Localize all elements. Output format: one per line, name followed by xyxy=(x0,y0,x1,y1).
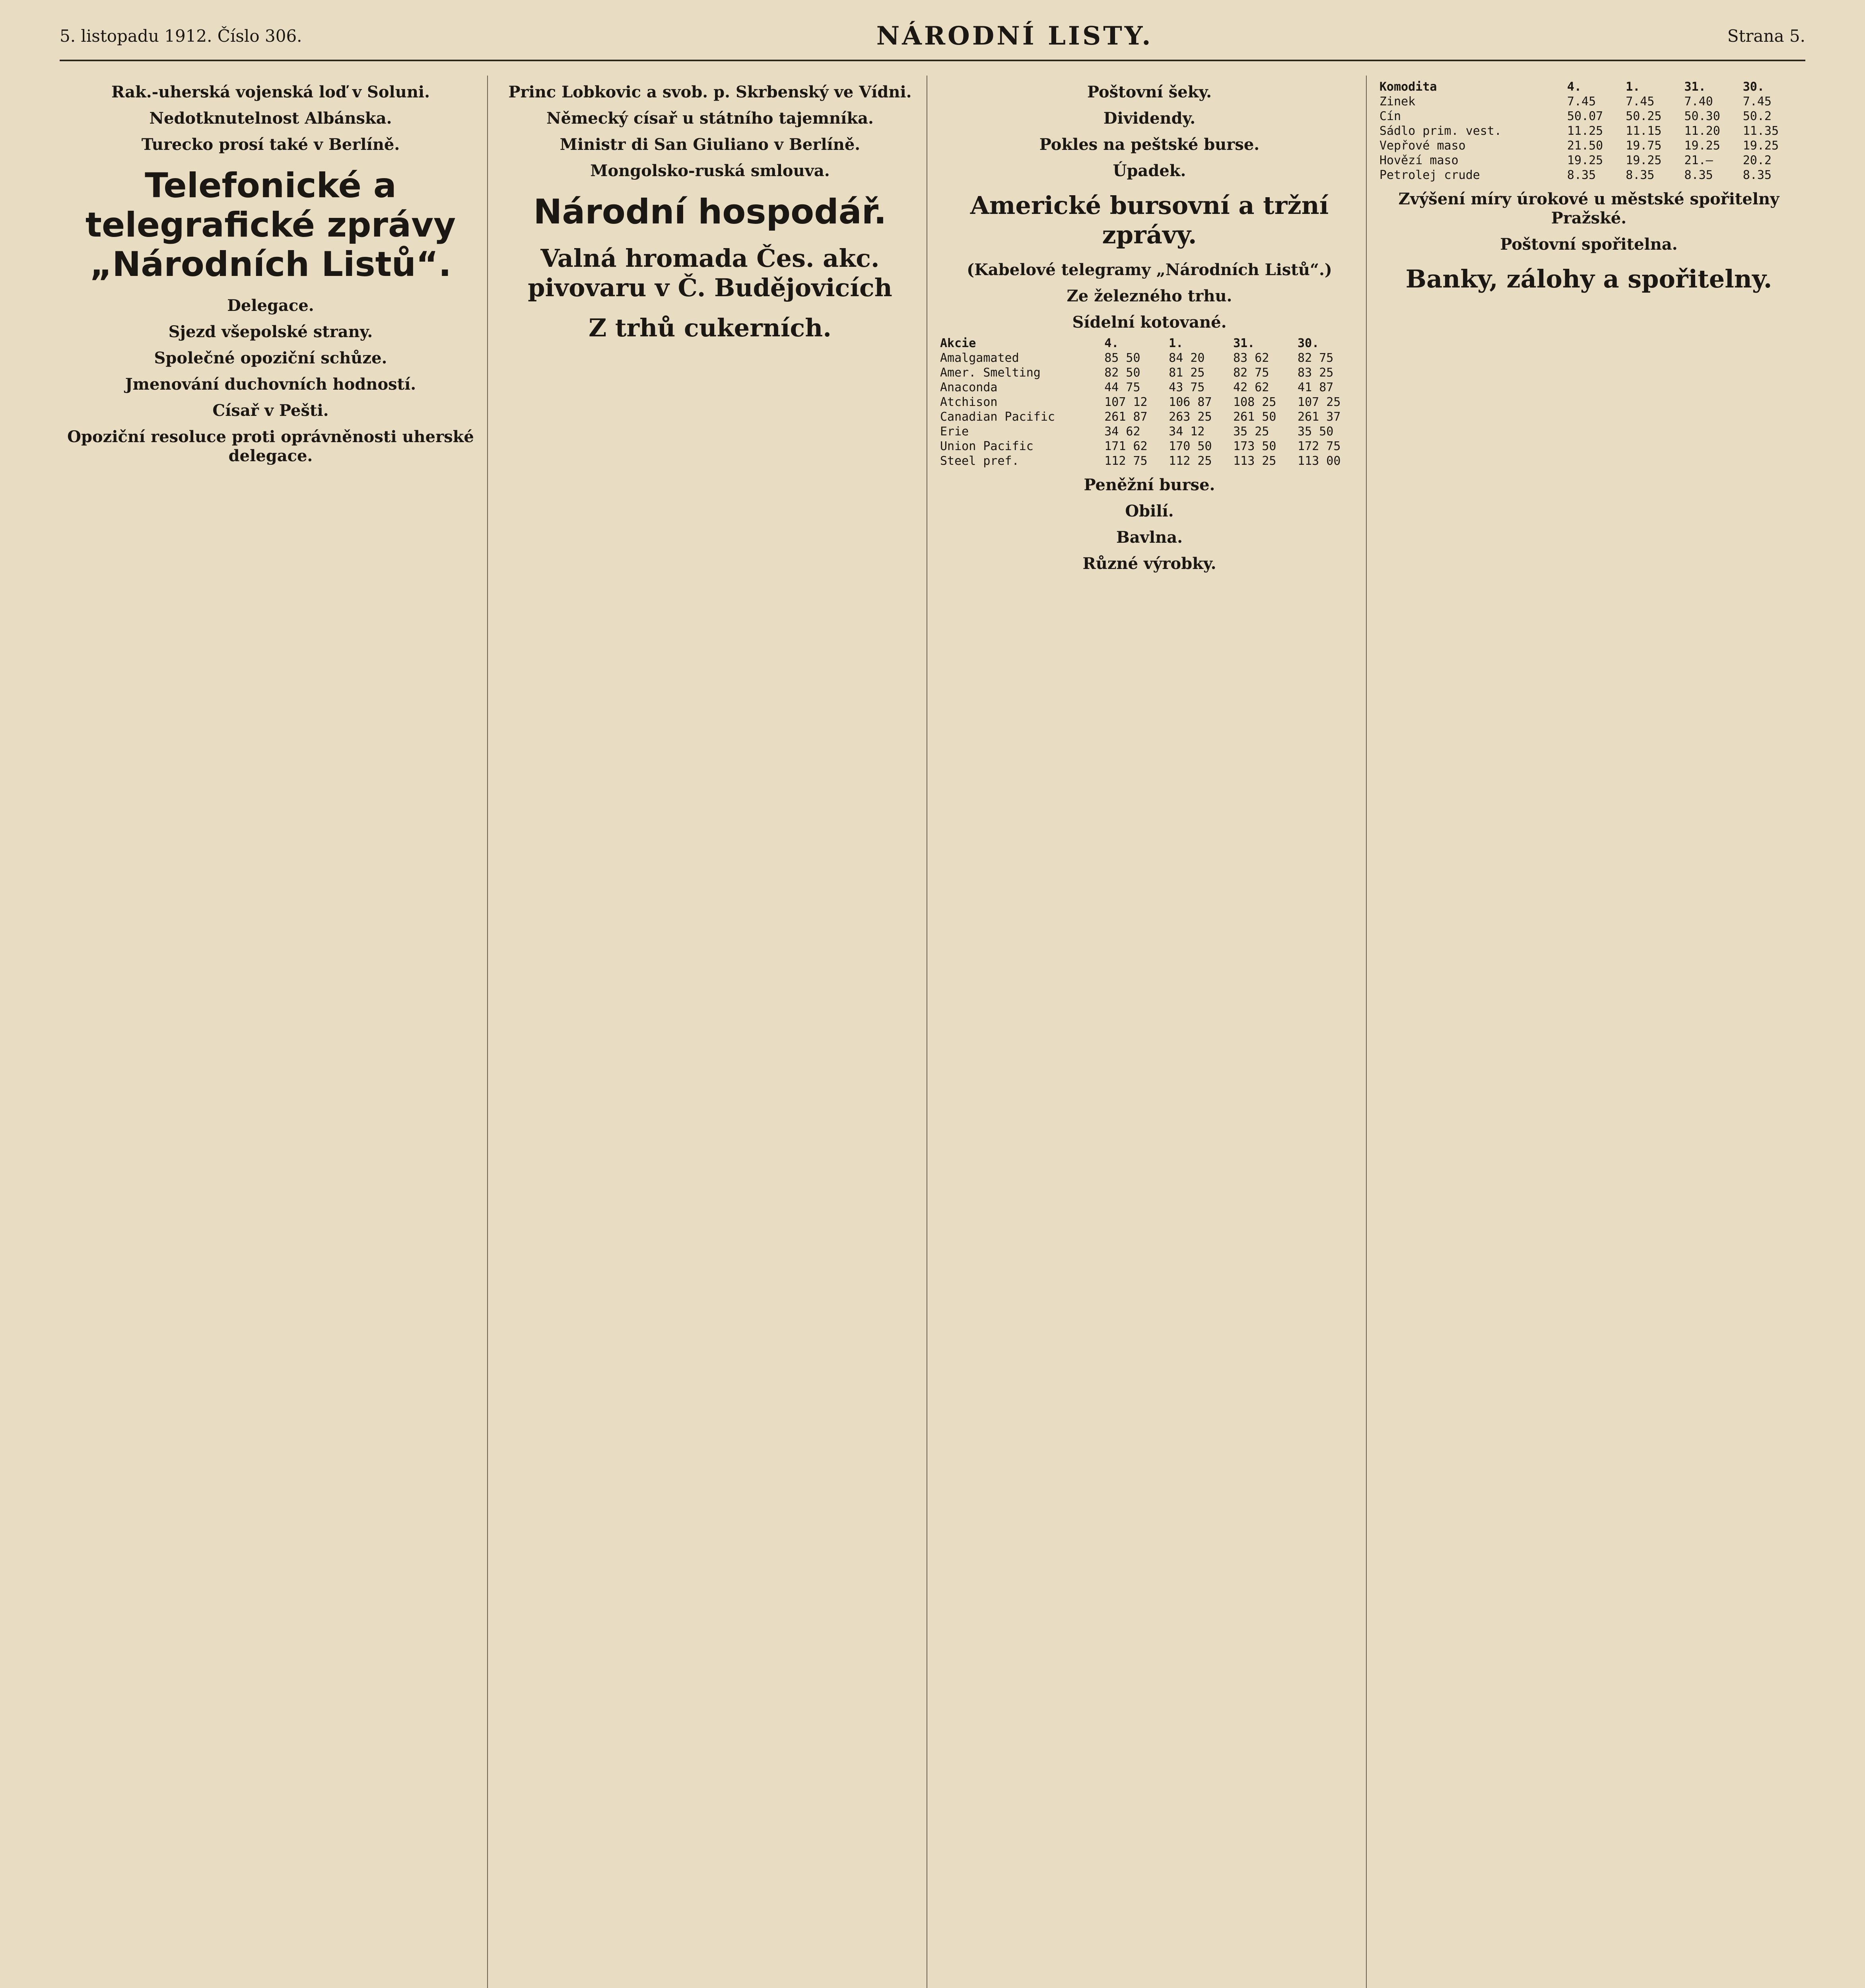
table-cell: 19.75 xyxy=(1626,139,1662,153)
table-cell: 261 87 xyxy=(1104,410,1148,424)
table-cell: Vepřové maso xyxy=(1379,139,1466,153)
table-cell: Atchison xyxy=(940,395,998,409)
headline: Dividendy. xyxy=(1103,109,1196,128)
table-cell: 11.35 xyxy=(1743,124,1779,138)
table-cell: 50.2 xyxy=(1743,109,1772,123)
subhead: Různé výrobky. xyxy=(1082,554,1216,573)
table-cell: 84 20 xyxy=(1169,351,1205,365)
table-cell: 170 50 xyxy=(1169,439,1212,453)
headline: Princ Lobkovic a svob. p. Skrbenský ve Vídni. xyxy=(508,83,912,101)
table-cell: 34 62 xyxy=(1104,424,1140,439)
table-cell: Erie xyxy=(940,424,969,439)
table-row xyxy=(938,439,1360,454)
section-banky: Banky, zálohy a spořitelny. xyxy=(1405,264,1772,293)
table-cell: 113 25 xyxy=(1233,454,1276,468)
table-header-row xyxy=(938,336,1360,351)
table-cell: 41 87 xyxy=(1298,380,1334,394)
table-cell: 20.2 xyxy=(1743,153,1772,167)
table-row xyxy=(1378,109,1800,124)
table-row xyxy=(938,424,1360,439)
table-cell: Amer. Smelting xyxy=(940,365,1041,380)
table-row xyxy=(938,365,1360,380)
table-header-cell: 30. xyxy=(1298,336,1319,350)
table-cell: 83 25 xyxy=(1298,365,1334,380)
table-cell: Petrolej crude xyxy=(1379,168,1480,182)
table-cell: 7.45 xyxy=(1567,95,1596,109)
table-row xyxy=(1378,138,1800,153)
table-cell: 112 25 xyxy=(1169,454,1212,468)
header-rule xyxy=(60,60,1805,61)
table-row xyxy=(938,410,1360,424)
table-cell: 21.50 xyxy=(1567,139,1603,153)
article-title: Z trhů cukerních. xyxy=(589,313,831,342)
table-header-cell: 4. xyxy=(1567,80,1582,94)
article-title: Valná hromada Čes. akc. pivovaru v Č. Budějovicích xyxy=(528,243,892,303)
headline: Německý císař u státního tajemníka. xyxy=(546,109,874,128)
table-cell: 34 12 xyxy=(1169,424,1205,439)
headline: Turecko prosí také v Berlíně. xyxy=(141,135,400,154)
americke-bursovni: Americké bursovní a tržní zprávy. xyxy=(970,191,1329,250)
table-cell: 108 25 xyxy=(1233,395,1276,409)
table-row xyxy=(1378,153,1800,168)
table-cell: 8.35 xyxy=(1626,168,1655,182)
table-cell: Steel pref. xyxy=(940,454,1019,468)
headline: Společné opoziční schůze. xyxy=(154,348,387,367)
table-cell: 11.25 xyxy=(1567,124,1603,138)
column-1 xyxy=(60,76,488,1988)
subhead: Ze železného trhu. xyxy=(1067,286,1232,305)
table-header-row xyxy=(1378,80,1800,94)
table-cell: 85 50 xyxy=(1104,351,1140,365)
table-cell: 19.25 xyxy=(1743,139,1779,153)
table-cell: 21.— xyxy=(1684,153,1713,167)
table-cell: 261 37 xyxy=(1298,410,1341,424)
table-row xyxy=(938,351,1360,365)
issue-date: 5. listopadu 1912. Číslo 306. xyxy=(60,26,302,46)
table-cell: Hovězí maso xyxy=(1379,153,1459,167)
subhead: Bavlna. xyxy=(1116,528,1183,547)
table-cell: 8.35 xyxy=(1567,168,1596,182)
page-header xyxy=(60,16,1805,56)
table-cell: 7.40 xyxy=(1684,95,1713,109)
headline: Mongolsko-ruská smlouva. xyxy=(590,161,830,180)
table-cell: 8.35 xyxy=(1743,168,1772,182)
table-header-cell: 30. xyxy=(1743,80,1764,94)
table-cell: Anaconda xyxy=(940,380,998,394)
table-header-cell: Komodita xyxy=(1379,80,1437,94)
table-cell: Amalgamated xyxy=(940,351,1019,365)
table-header-cell: 1. xyxy=(1626,80,1640,94)
table-row xyxy=(938,380,1360,395)
table-cell: 82 50 xyxy=(1104,365,1140,380)
table-cell: 106 87 xyxy=(1169,395,1212,409)
headline: Úpadek. xyxy=(1113,161,1186,180)
subhead: Sídelní kotované. xyxy=(1072,313,1227,332)
column-2 xyxy=(499,76,927,1988)
subhead: Obilí. xyxy=(1125,501,1174,520)
table-cell: 35 50 xyxy=(1298,424,1334,439)
banner-telefonicke: Telefonické a telegrafické zprávy „Národních Listů“. xyxy=(85,166,456,284)
table-cell: Sádlo prim. vest. xyxy=(1379,124,1502,138)
headline: Ministr di San Giuliano v Berlíně. xyxy=(560,135,861,154)
table-cell: 173 50 xyxy=(1233,439,1276,453)
table-cell: 261 50 xyxy=(1233,410,1276,424)
table-header-cell: 31. xyxy=(1684,80,1706,94)
table-cell: 19.25 xyxy=(1626,153,1662,167)
headline: Pokles na peštské burse. xyxy=(1039,135,1260,154)
column-3 xyxy=(938,76,1367,1988)
table-cell: 107 12 xyxy=(1104,395,1148,409)
table-header-cell: Akcie xyxy=(940,336,976,350)
table-cell: 50.30 xyxy=(1684,109,1720,123)
table-cell: Zinek xyxy=(1379,95,1416,109)
table-cell: 43 75 xyxy=(1169,380,1205,394)
section-narodni-hospodar: Národní hospodář. xyxy=(533,192,887,232)
table-cell: 82 75 xyxy=(1298,351,1334,365)
headline: Sjezd všepolské strany. xyxy=(168,322,373,341)
table-cell: 83 62 xyxy=(1233,351,1269,365)
headline: Opoziční resoluce proti oprávněnosti uherské delegace. xyxy=(67,427,474,465)
table-cell: 172 75 xyxy=(1298,439,1341,453)
headline: Zvýšení míry úrokové u městské spořitelny Pražské. xyxy=(1398,190,1780,227)
table-cell: 7.45 xyxy=(1743,95,1772,109)
newspaper-title: NÁRODNÍ LISTY. xyxy=(876,21,1153,51)
table-cell: 11.20 xyxy=(1684,124,1720,138)
table-header-cell: 31. xyxy=(1233,336,1255,350)
column-4 xyxy=(1378,76,1805,1988)
table-cell: 19.25 xyxy=(1567,153,1603,167)
headline: Delegace. xyxy=(227,296,314,315)
subhead: Peněžní burse. xyxy=(1084,475,1215,494)
table-cell: 171 62 xyxy=(1104,439,1148,453)
table-row xyxy=(938,395,1360,410)
table-cell: 113 00 xyxy=(1298,454,1341,468)
table-cell: 35 25 xyxy=(1233,424,1269,439)
headline: Nedotknutelnost Albánska. xyxy=(149,109,392,128)
columns xyxy=(60,76,1805,1988)
table-header-cell: 4. xyxy=(1104,336,1119,350)
table-cell: 44 75 xyxy=(1104,380,1140,394)
table-cell: 11.15 xyxy=(1626,124,1662,138)
table-cell: 263 25 xyxy=(1169,410,1212,424)
table-cell: Cín xyxy=(1379,109,1401,123)
table-row xyxy=(938,454,1360,468)
table-cell: 7.45 xyxy=(1626,95,1655,109)
table-cell: 8.35 xyxy=(1684,168,1713,182)
table-row xyxy=(1378,94,1800,109)
table-cell: 19.25 xyxy=(1684,139,1720,153)
table-cell: 107 25 xyxy=(1298,395,1341,409)
table-cell: 50.07 xyxy=(1567,109,1603,123)
headline: Poštovní šeky. xyxy=(1087,83,1212,101)
headline: Rak.-uherská vojenská loď v Soluni. xyxy=(111,83,430,101)
headline: Jmenování duchovních hodností. xyxy=(125,375,416,394)
stock-table xyxy=(938,336,1360,468)
page-number: Strana 5. xyxy=(1727,26,1805,46)
table-header-cell: 1. xyxy=(1169,336,1183,350)
table-cell: 81 25 xyxy=(1169,365,1205,380)
table-cell: 112 75 xyxy=(1104,454,1148,468)
headline: Císař v Pešti. xyxy=(212,401,329,420)
table-cell: 42 62 xyxy=(1233,380,1269,394)
headline: Poštovní spořitelna. xyxy=(1500,235,1678,254)
table-cell: 50.25 xyxy=(1626,109,1662,123)
subhead: (Kabelové telegramy „Národních Listů“.) xyxy=(967,260,1332,279)
table-cell: Canadian Pacific xyxy=(940,410,1055,424)
table-cell: 82 75 xyxy=(1233,365,1269,380)
table-row xyxy=(1378,124,1800,138)
table-cell: Union Pacific xyxy=(940,439,1034,453)
commodity-table xyxy=(1378,80,1800,182)
table-row xyxy=(1378,168,1800,182)
